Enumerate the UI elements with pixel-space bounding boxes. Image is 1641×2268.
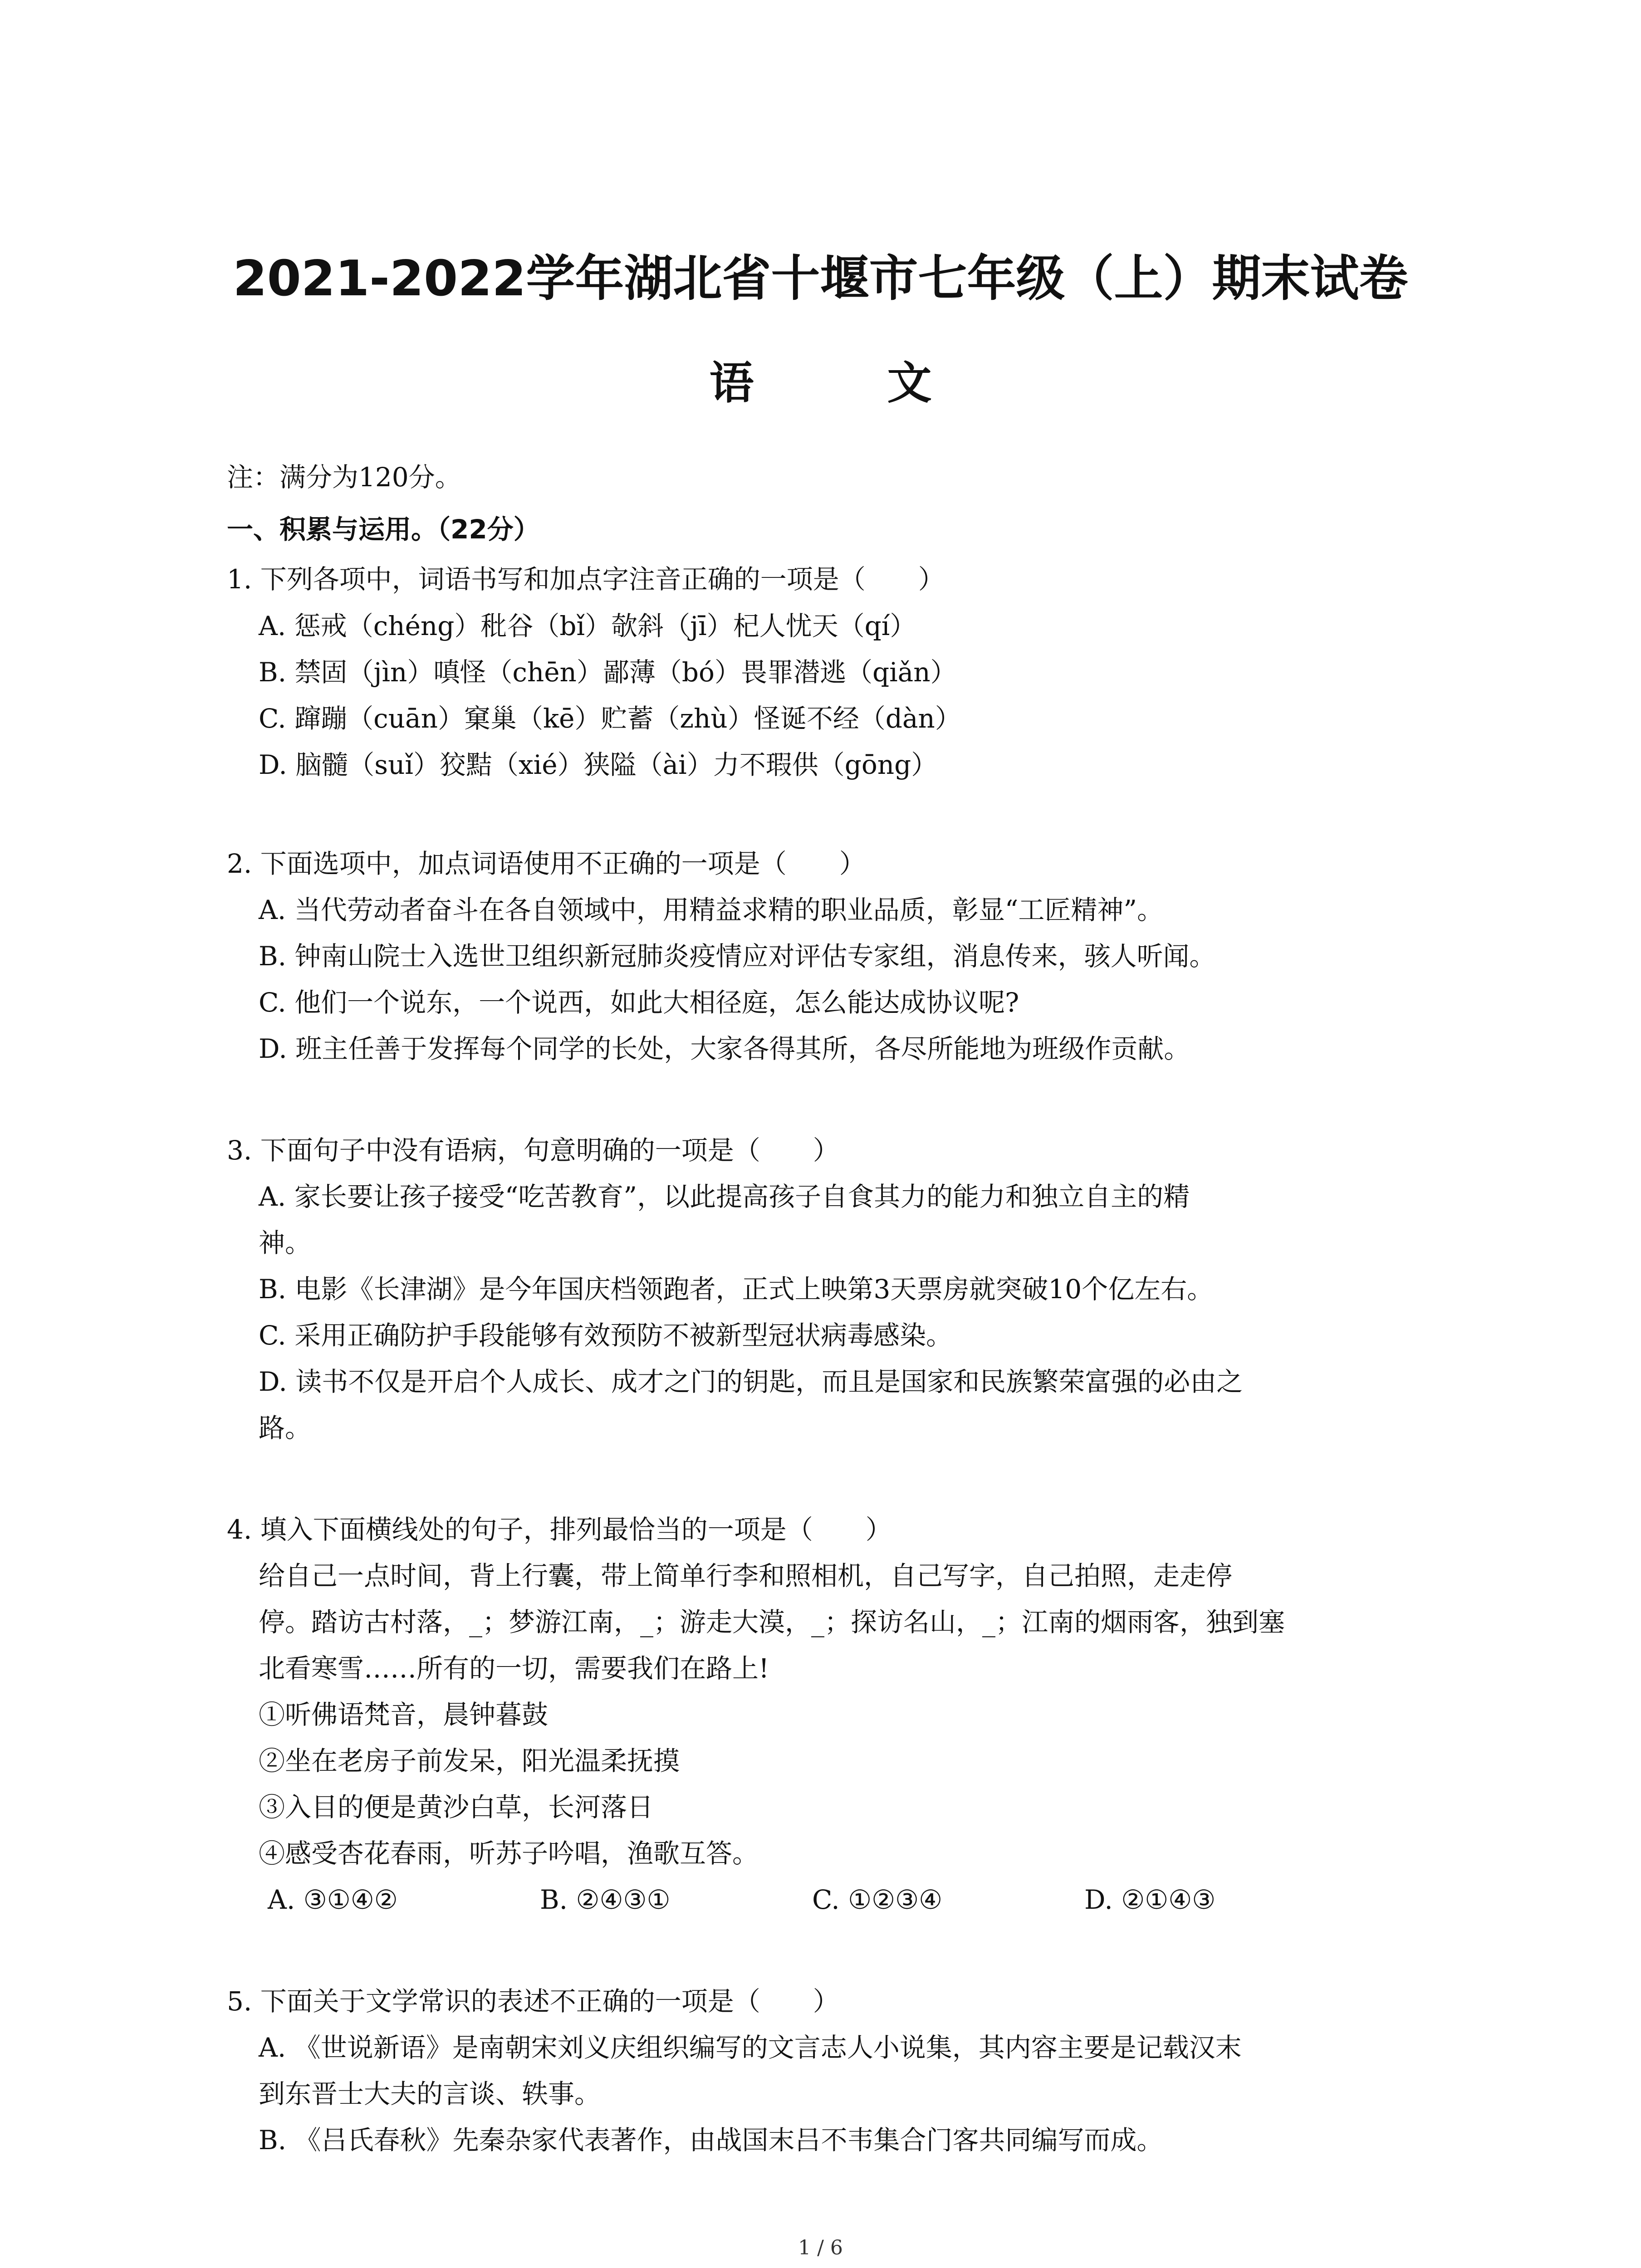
question-3-option-a-cont: 神。	[259, 1227, 312, 1258]
question-4-passage-line-1: 给自己一点时间，背上行囊，带上简单行李和照相机，自己写字，自己拍照，走走停	[259, 1560, 1233, 1591]
question-3-option-d-cont: 路。	[259, 1413, 312, 1443]
section-heading: 一、积累与运用。（22分）	[227, 514, 540, 545]
question-1-option-a: A. 惩戒（chéng）秕谷（bǐ）欹斜（jī）杞人忧天（qí）	[259, 611, 916, 641]
question-4-passage-line-3: 北看寒雪……所有的一切，需要我们在路上!	[259, 1653, 769, 1684]
question-1-option-c: C. 蹿蹦（cuān）窠巢（kē）贮蓄（zhù）怪诞不经（dàn）	[259, 703, 961, 734]
question-3-option-c: C. 采用正确防护手段能够有效预防不被新型冠状病毒感染。	[259, 1320, 953, 1351]
page-title: 2021-2022学年湖北省十堰市七年级（上）期末试卷	[233, 250, 1408, 307]
question-4-passage-line-2: 停。踏访古村落，_；梦游江南，_；游走大漠，_；探访名山，_；江南的烟雨客，独到塞	[259, 1607, 1285, 1637]
question-4-sentence-4: ④感受杏花春雨，听苏子吟唱，渔歌互答。	[259, 1838, 759, 1869]
question-4-stem: 4. 填入下面横线处的句子，排列最恰当的一项是（ ）	[227, 1514, 892, 1545]
question-3-stem: 3. 下面句子中没有语病，句意明确的一项是（ ）	[227, 1135, 839, 1166]
question-4-option-a: A. ③①④②	[268, 1884, 398, 1915]
question-2-stem: 2. 下面选项中，加点词语使用不正确的一项是（ ）	[227, 848, 866, 879]
question-3-option-d: D. 读书不仅是开启个人成长、成才之门的钥匙，而且是国家和民族繁荣富强的必由之	[259, 1366, 1243, 1397]
question-1-option-d: D. 脑髓（suǐ）狡黠（xié）狭隘（ài）力不瑕供（gōng）	[259, 749, 938, 780]
question-3-option-b: B. 电影《长津湖》是今年国庆档领跑者，正式上映第3天票房就突破10个亿左右。	[259, 1274, 1214, 1305]
question-2-option-d: D. 班主任善于发挥每个同学的长处，大家各得其所，各尽所能地为班级作贡献。	[259, 1033, 1190, 1064]
subject-subtitle: 语 文	[709, 357, 991, 409]
score-note: 注：满分为120分。	[227, 462, 461, 493]
question-2-option-c: C. 他们一个说东，一个说西，如此大相径庭，怎么能达成协议呢?	[259, 987, 1019, 1018]
question-4-sentence-3: ③入目的便是黄沙白草，长河落日	[259, 1792, 654, 1823]
question-5-option-a: A. 《世说新语》是南朝宋刘义庆组织编写的文言志人小说集，其内容主要是记载汉末	[259, 2032, 1242, 2063]
question-4-option-d: D. ②①④③	[1084, 1884, 1216, 1915]
question-1-stem: 1. 下列各项中，词语书写和加点字注音正确的一项是（ ）	[227, 564, 945, 595]
question-1-option-b: B. 禁固（jìn）嗔怪（chēn）鄙薄（bó）畏罪潜逃（qiǎn）	[259, 657, 957, 688]
question-2-option-b: B. 钟南山院士入选世卫组织新冠肺炎疫情应对评估专家组，消息传来，骇人听闻。	[259, 941, 1216, 972]
question-4-option-b: B. ②④③①	[540, 1884, 671, 1915]
page-number: 1 / 6	[798, 2236, 843, 2259]
question-5-stem: 5. 下面关于文学常识的表述不正确的一项是（ ）	[227, 1986, 839, 2017]
question-5-option-a-cont: 到东晋士大夫的言谈、轶事。	[259, 2078, 601, 2109]
question-3-option-a: A. 家长要让孩子接受“吃苦教育”，以此提高孩子自食其力的能力和独立自主的精	[259, 1181, 1190, 1212]
question-5-option-b: B. 《吕氏春秋》先秦杂家代表著作，由战国末吕不韦集合门客共同编写而成。	[259, 2125, 1163, 2156]
question-4-option-c: C. ①②③④	[812, 1884, 943, 1915]
question-4-sentence-1: ①听佛语梵音，晨钟暮鼓	[259, 1699, 549, 1730]
question-2-option-a: A. 当代劳动者奋斗在各自领域中，用精益求精的职业品质，彰显“工匠精神”。	[259, 894, 1164, 925]
question-4-sentence-2: ②坐在老房子前发呆，阳光温柔抚摸	[259, 1745, 680, 1776]
